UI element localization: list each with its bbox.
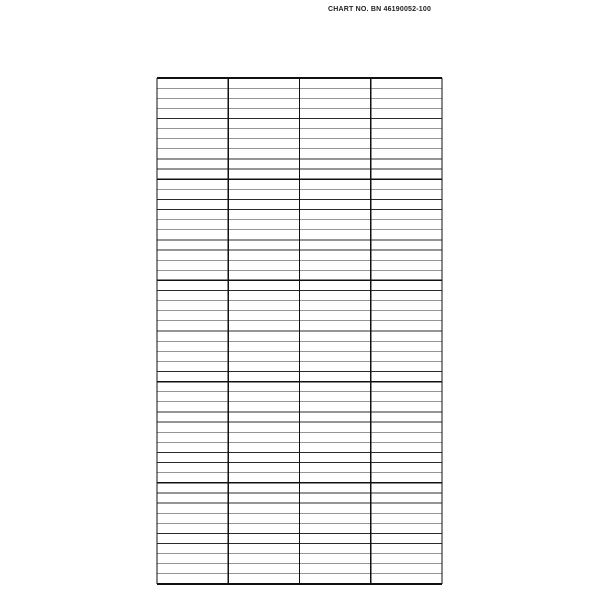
- chart-number-label: CHART NO. BN 46190052-100: [328, 6, 432, 13]
